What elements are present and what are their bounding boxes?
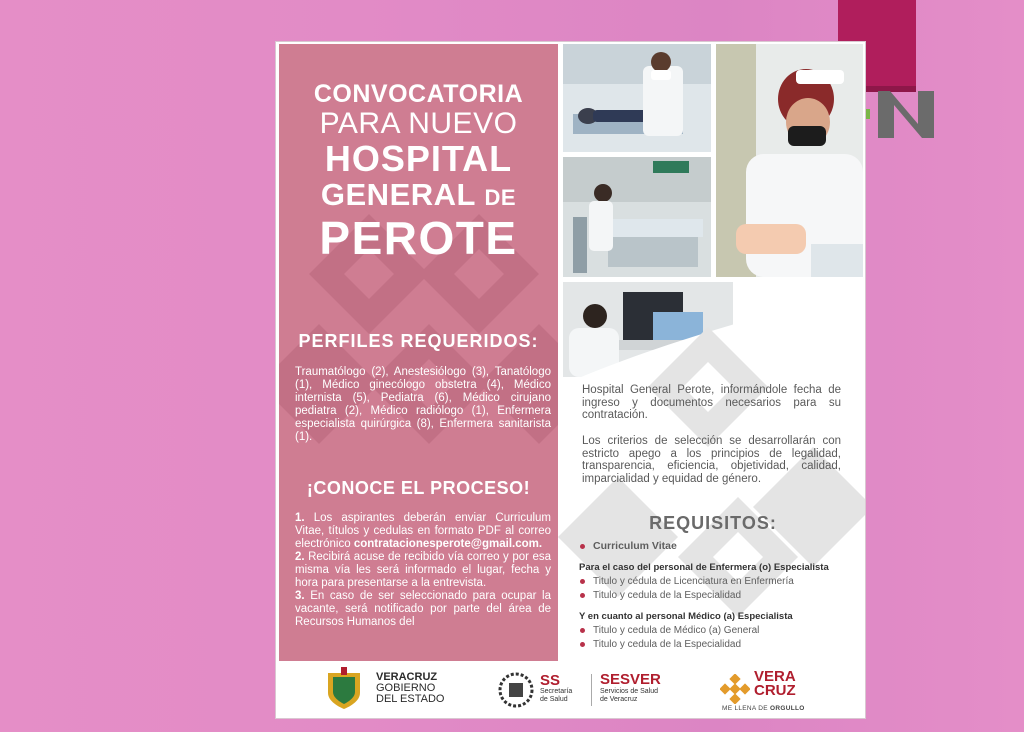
step-3-text: En caso de ser seleccionado para ocupar la vacante, será notificado por parte del área de Recursos Humanos del [295, 590, 551, 628]
footer-divider [591, 674, 592, 706]
title-line-1: CONVOCATORIA [313, 80, 524, 108]
email-address: contratacionesperote@gmail.com. [353, 538, 543, 550]
step-2-number: 2. [295, 551, 305, 563]
title-line-4 [279, 178, 558, 215]
vera-text: VERA [754, 668, 796, 685]
poster-title [279, 80, 558, 264]
photo-doctor-patient [563, 44, 711, 152]
ss-abbr: SS [540, 672, 561, 689]
step-1-text: Los aspirantes deberán enviar Curriculum Vitae, títulos y cedulas en formato PDF al correo electrónico [295, 512, 551, 550]
sesver-sub-1: Servicios de Salud [600, 688, 658, 695]
veracruz-gobierno: GOBIERNO [376, 682, 436, 694]
req-cv: Curriculum Vitae [579, 540, 861, 553]
sesver-name: SESVER [600, 671, 661, 688]
sesver-sub-2: de Veracruz [600, 696, 638, 703]
title-line-3: HOSPITAL [324, 138, 513, 179]
requisitos-heading: REQUISITOS: [649, 513, 777, 533]
left-panel [279, 44, 558, 661]
perfiles-heading: PERFILES REQUERIDOS: [298, 331, 539, 351]
right-paragraph-1: Hospital General Perote, informándole fecha de ingreso y documentos necesarios para su contratación. [582, 384, 841, 421]
footer-logos [276, 662, 865, 718]
right-paragraph-2: Los criterios de selección se desarrollarán con estricto apego a los principios de legalidad, transparencia, eficiencia, objetividad, calidad, imparcialidad y equidad de género. [582, 435, 841, 485]
photo-nurse [716, 44, 863, 277]
title-general: GENERAL [320, 177, 476, 212]
req-medico-item: Titulo y cedula de Médico (a) General [579, 624, 861, 637]
req-enfermera-item: Titulo y cédula de Licenciatura en Enfermería [579, 575, 861, 588]
req-medico-heading: Y en cuanto al personal Médico (a) Especialista [579, 611, 793, 622]
ss-seal-icon [498, 672, 534, 708]
veracruz-estado: DEL ESTADO [376, 693, 445, 705]
step-2-text: Recibirá acuse de recibido vía correo y por esa misma vía les será informado el lugar, fecha y hora para presentarse a la entrevista. [295, 551, 551, 589]
ss-salud: de Salud [540, 696, 568, 703]
veracruz-shield-icon [322, 667, 366, 711]
veracruz-name: VERACRUZ [376, 671, 438, 683]
title-line-2: PARA NUEVO [319, 107, 518, 140]
proceso-text [295, 512, 551, 629]
cruz-text: CRUZ [754, 682, 796, 699]
ss-secretaria: Secretaría [540, 688, 573, 695]
photo-hospital-bed [563, 157, 711, 277]
req-medico-item: Titulo y cedula de la Especialidad [579, 638, 861, 651]
step-3-number: 3. [295, 590, 305, 602]
title-de: DE [484, 185, 517, 210]
proceso-heading: ¡CONOCE EL PROCESO! [306, 478, 531, 498]
req-enfermera-heading: Para el caso del personal de Enfermera (o) Especialista [579, 562, 829, 573]
lema-2: ORGULLO [770, 705, 805, 712]
veracruz-pattern-icon [720, 674, 750, 704]
step-1-number: 1. [295, 512, 305, 524]
title-line-5: PEROTE [319, 212, 518, 264]
lema-1: ME LLENA DE [722, 705, 768, 712]
poster [276, 42, 865, 718]
perfiles-text: Traumatólogo (2), Anestesiólogo (3), Tanatólogo (1), Médico ginecólogo obstetra (4), Médico internista (5), Pediatra (6), Médico cirujano pediatra (2), Médico radiólogo (1), Enfermera especialista quirúrgica (8), Enfermera sanitarista (1). [295, 366, 551, 443]
requisitos-list [579, 540, 861, 652]
req-enfermera-item: Titulo y cedula de la Especialidad [579, 589, 861, 602]
